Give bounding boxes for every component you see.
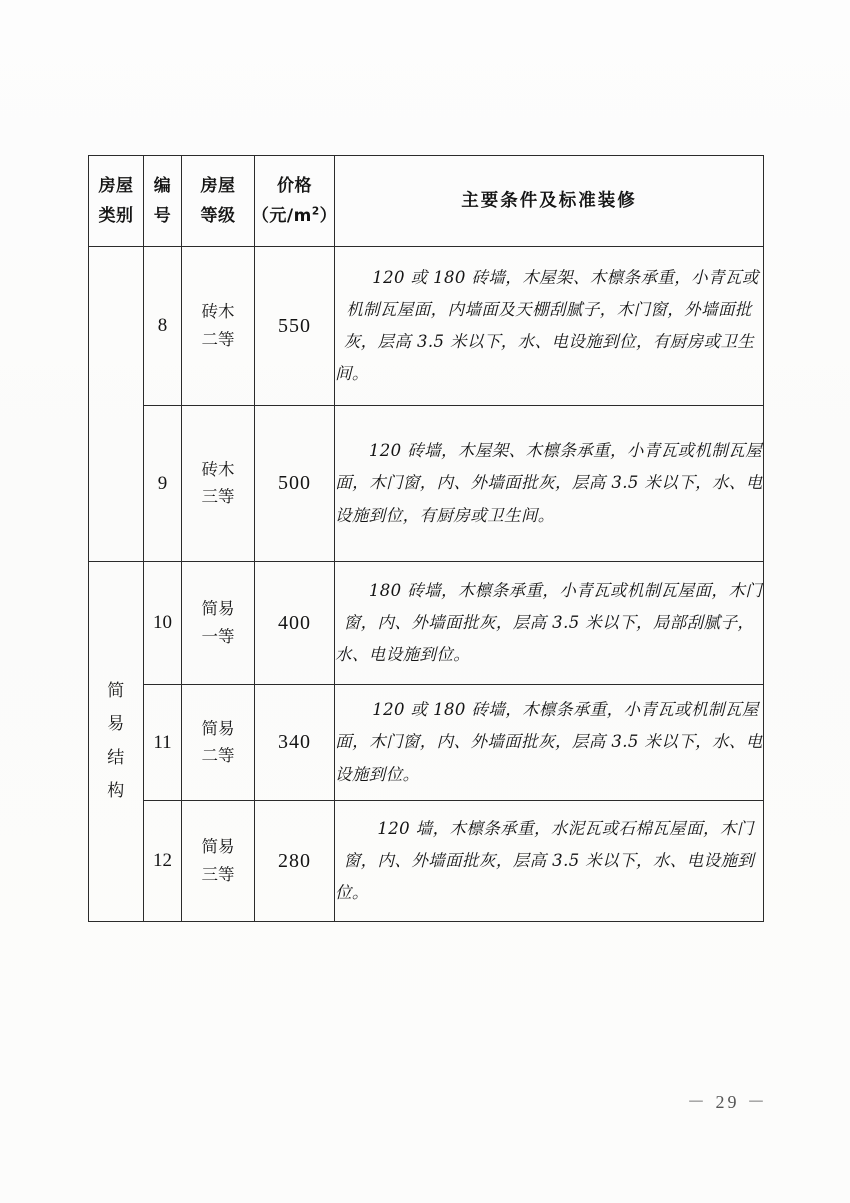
header-cell-category — [89, 156, 144, 247]
header-grade-line2: 等级 — [200, 205, 236, 226]
table-row — [89, 247, 764, 406]
row-price: 400 — [255, 562, 335, 685]
row-number: 9 — [144, 406, 182, 562]
table-row — [89, 685, 764, 801]
table-header — [89, 156, 764, 247]
page-number: － 29 － — [687, 1092, 768, 1112]
header-category-line2: 类别 — [98, 205, 134, 226]
header-price-unit-prefix: （元/m — [251, 205, 312, 226]
row-grade — [182, 406, 255, 562]
grade-line1: 砖木 — [201, 459, 235, 479]
grade-line1: 简易 — [201, 718, 235, 738]
row-price: 500 — [255, 406, 335, 562]
row-description: 120 砖墙，木屋架、木檩条承重，小青瓦或机制瓦屋面，木门窗，内、外墙面批灰，层高 3.5 米以下，水、电设施到位，有厨房或卫生间。 — [335, 406, 764, 562]
housing-price-table — [88, 155, 764, 922]
header-number-line1: 编 — [153, 176, 172, 197]
row-grade — [182, 685, 255, 801]
grade-line1: 砖木 — [201, 302, 235, 322]
table-header-row — [89, 156, 764, 247]
header-cell-description: 主要条件及标准装修 — [335, 156, 764, 247]
grade-line2: 一等 — [201, 626, 235, 646]
category-char: 简 — [107, 681, 125, 702]
table-row — [89, 801, 764, 922]
row-price: 280 — [255, 801, 335, 922]
category-cell-simple-structure — [89, 562, 144, 922]
row-description: 120 墙，木檩条承重，水泥瓦或石棉瓦屋面，木门窗，内、外墙面批灰，层高 3.5 米以下，水、电设施到位。 — [335, 801, 764, 922]
row-price: 550 — [255, 247, 335, 406]
grade-line2: 二等 — [201, 746, 235, 765]
header-price-unit — [252, 204, 337, 228]
row-number: 12 — [144, 801, 182, 922]
row-grade — [182, 247, 255, 406]
table-row — [89, 406, 764, 562]
row-description: 180 砖墙，木檩条承重，小青瓦或机制瓦屋面，木门窗，内、外墙面批灰，层高 3.5 米以下，局部刮腻子，水、电设施到位。 — [335, 562, 764, 685]
table-row — [89, 562, 764, 685]
row-number: 10 — [144, 562, 182, 685]
category-char: 构 — [107, 780, 125, 801]
header-cell-number — [144, 156, 182, 247]
grade-line1: 简易 — [201, 837, 235, 857]
row-price: 340 — [255, 685, 335, 801]
header-grade-line1: 房屋 — [200, 176, 236, 197]
table-body — [89, 247, 764, 922]
grade-line2: 三等 — [201, 864, 235, 884]
category-char: 结 — [107, 747, 125, 768]
row-description: 120 或 180 砖墙，木屋架、木檩条承重，小青瓦或机制瓦屋面，内墙面及天棚刮腻子，木门窗，外墙面批灰，层高 3.5 米以下，水、电设施到位，有厨房或卫生间。 — [335, 247, 764, 406]
header-price-line1: 价格 — [277, 176, 312, 197]
header-price-unit-exponent: 2 — [311, 204, 320, 217]
header-price-unit-suffix: ） — [319, 205, 338, 226]
header-cell-price — [251, 156, 338, 247]
category-label-vertical — [89, 675, 143, 808]
header-cell-grade — [182, 156, 255, 247]
row-number: 8 — [144, 247, 182, 406]
row-grade — [182, 562, 255, 685]
header-number-line2: 号 — [153, 205, 172, 226]
header-category-line1: 房屋 — [98, 176, 134, 197]
grade-line1: 简易 — [201, 599, 235, 619]
grade-line2: 二等 — [201, 329, 235, 349]
grade-line2: 三等 — [201, 487, 235, 506]
row-grade — [182, 801, 255, 922]
row-number: 11 — [144, 685, 182, 801]
row-description: 120 或 180 砖墙，木檩条承重，小青瓦或机制瓦屋面，木门窗，内、外墙面批灰，层高 3.5 米以下，水、电设施到位。 — [335, 685, 764, 801]
category-char: 易 — [107, 714, 125, 735]
category-cell-blank — [89, 247, 144, 562]
